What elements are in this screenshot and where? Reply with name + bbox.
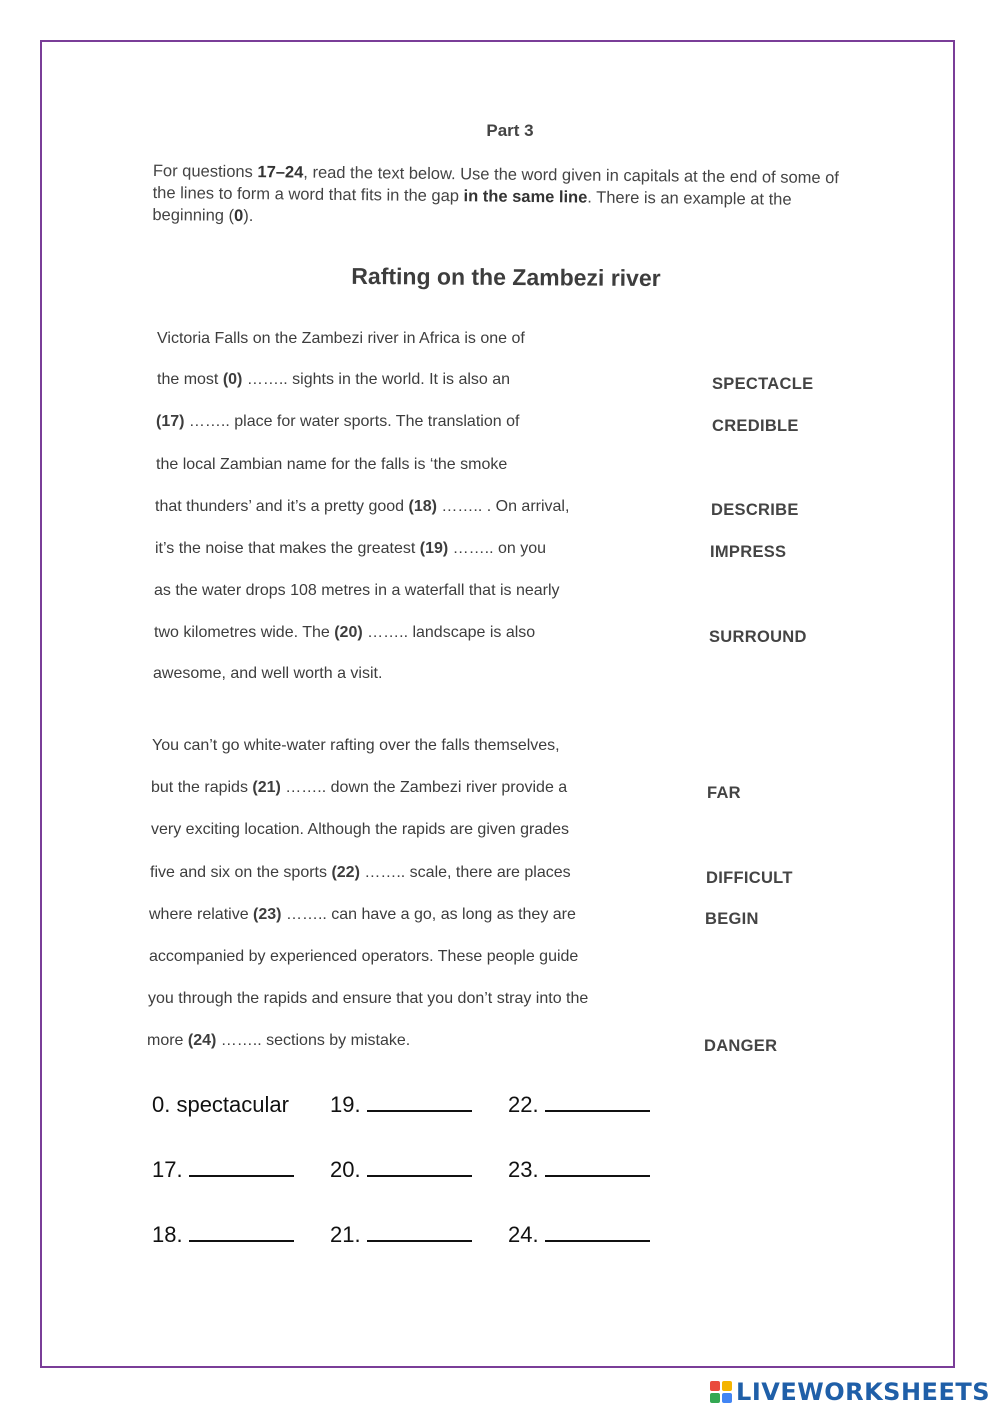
instructions [152, 160, 853, 233]
text-line [152, 737, 560, 755]
text-line [151, 821, 569, 839]
liveworksheets-logo-icon [710, 1381, 732, 1403]
text-line [156, 456, 507, 474]
line-pre: very exciting location. Although the rapids are given grades [151, 821, 570, 838]
answer-22 [508, 1092, 650, 1118]
line-pre: but the rapids [151, 779, 253, 796]
line-pre: that thunders’ and it’s a pretty good [155, 498, 409, 515]
text-line [148, 990, 588, 1008]
line-post: …….. down the Zambezi river provide a [280, 779, 568, 796]
gap-number: (18) [408, 498, 437, 515]
line-pre: two kilometres wide. The [154, 624, 335, 641]
keyword-surround: SURROUND [709, 628, 807, 646]
text-line [154, 582, 560, 600]
line-post: …….. landscape is also [362, 624, 536, 641]
gap-number: (22) [331, 864, 360, 881]
answer-label: 22. [508, 1092, 539, 1117]
text-line [154, 624, 535, 642]
answer-label: 18. [152, 1222, 183, 1247]
keyword-spectacle: SPECTACLE [712, 375, 814, 393]
line-pre: as the water drops 108 metres in a waterfall that is nearly [154, 582, 560, 599]
line-post: …….. place for water sports. The translation of [184, 413, 520, 430]
line-post: …….. sections by mistake. [216, 1032, 411, 1049]
answer-label: 19. [330, 1092, 361, 1117]
line-pre: Victoria Falls on the Zambezi river in Africa is one of [157, 330, 525, 347]
answer-blank-input[interactable] [367, 1222, 472, 1242]
line-post: …….. sights in the world. It is also an [242, 371, 511, 388]
text-line [157, 371, 510, 389]
answer-blank-input[interactable] [545, 1157, 650, 1177]
keyword-begin: BEGIN [705, 910, 759, 928]
line-post: …….. can have a go, as long as they are [281, 906, 576, 923]
gap-number: (20) [334, 624, 363, 641]
text-line [155, 540, 546, 558]
gap-number: (23) [253, 906, 282, 923]
text-line [151, 779, 567, 797]
text-line [149, 948, 578, 966]
answer-label: 0. spectacular [152, 1092, 289, 1117]
answer-example [152, 1092, 289, 1118]
liveworksheets-brand[interactable] [710, 1377, 990, 1407]
line-pre: You can’t go white-water rafting over the falls themselves, [152, 737, 560, 754]
text-line [149, 906, 576, 924]
answer-blank-input[interactable] [367, 1092, 472, 1112]
answer-label: 24. [508, 1222, 539, 1247]
instructions-example-number: 0 [233, 206, 244, 225]
keyword-danger: DANGER [704, 1037, 778, 1055]
line-pre: five and six on the sports [150, 864, 332, 881]
answer-blank-input[interactable] [367, 1157, 472, 1177]
answer-label: 17. [152, 1157, 183, 1182]
gap-number: (0) [222, 371, 243, 388]
line-pre: it’s the noise that makes the greatest [155, 540, 420, 557]
text-line [157, 330, 525, 348]
instructions-text-a: For questions [152, 161, 258, 182]
answer-20 [330, 1157, 472, 1183]
answer-18 [152, 1222, 294, 1248]
answer-blank-input[interactable] [189, 1157, 294, 1177]
answer-24 [508, 1222, 650, 1248]
text-line [155, 498, 569, 516]
gap-number: (19) [419, 540, 449, 557]
gap-number: (17) [156, 413, 185, 430]
line-post: …….. scale, there are places [359, 864, 571, 881]
brand-name: LIVEWORKSHEETS [736, 1378, 990, 1406]
text-line [150, 864, 571, 882]
answer-19 [330, 1092, 472, 1118]
text-line [156, 413, 519, 431]
line-pre: you through the rapids and ensure that you don’t stray into the [148, 990, 589, 1007]
line-pre: where relative [149, 906, 254, 923]
answer-blank-input[interactable] [545, 1222, 650, 1242]
gap-number: (24) [187, 1032, 217, 1049]
answer-label: 20. [330, 1157, 361, 1182]
text-line [153, 665, 382, 683]
instructions-question-range: 17–24 [257, 163, 304, 182]
answer-17 [152, 1157, 294, 1183]
text-line [147, 1032, 410, 1050]
instructions-text-e: . There is an example at the beginning ( [152, 188, 792, 225]
line-pre: the most [157, 371, 223, 388]
line-post: …….. on you [448, 540, 547, 557]
line-pre: awesome, and well worth a visit. [153, 665, 383, 682]
answer-23 [508, 1157, 650, 1183]
part-title: Part 3 [486, 121, 534, 140]
keyword-impress: IMPRESS [710, 543, 787, 561]
answer-label: 21. [330, 1222, 361, 1247]
instructions-text-c: , read the text below. Use the word given in capitals at the end of some of the lines to form a word that fits in the gap [152, 163, 840, 206]
line-post: …….. . On arrival, [436, 498, 570, 515]
text-title: Rafting on the Zambezi river [351, 262, 661, 292]
keyword-credible: CREDIBLE [712, 417, 799, 435]
keyword-describe: DESCRIBE [711, 501, 799, 519]
answer-label: 23. [508, 1157, 539, 1182]
gap-number: (21) [252, 779, 281, 796]
instructions-emphasis: in the same line [463, 187, 588, 207]
answer-21 [330, 1222, 472, 1248]
answer-blank-input[interactable] [545, 1092, 650, 1112]
keyword-difficult: DIFFICULT [706, 869, 793, 887]
answer-blank-input[interactable] [189, 1222, 294, 1242]
instructions-text-g: ). [243, 206, 254, 226]
line-pre: more [147, 1032, 188, 1049]
line-pre: the local Zambian name for the falls is ‘the smoke [156, 456, 508, 473]
keyword-far: FAR [707, 784, 741, 802]
line-pre: accompanied by experienced operators. These people guide [149, 948, 579, 965]
